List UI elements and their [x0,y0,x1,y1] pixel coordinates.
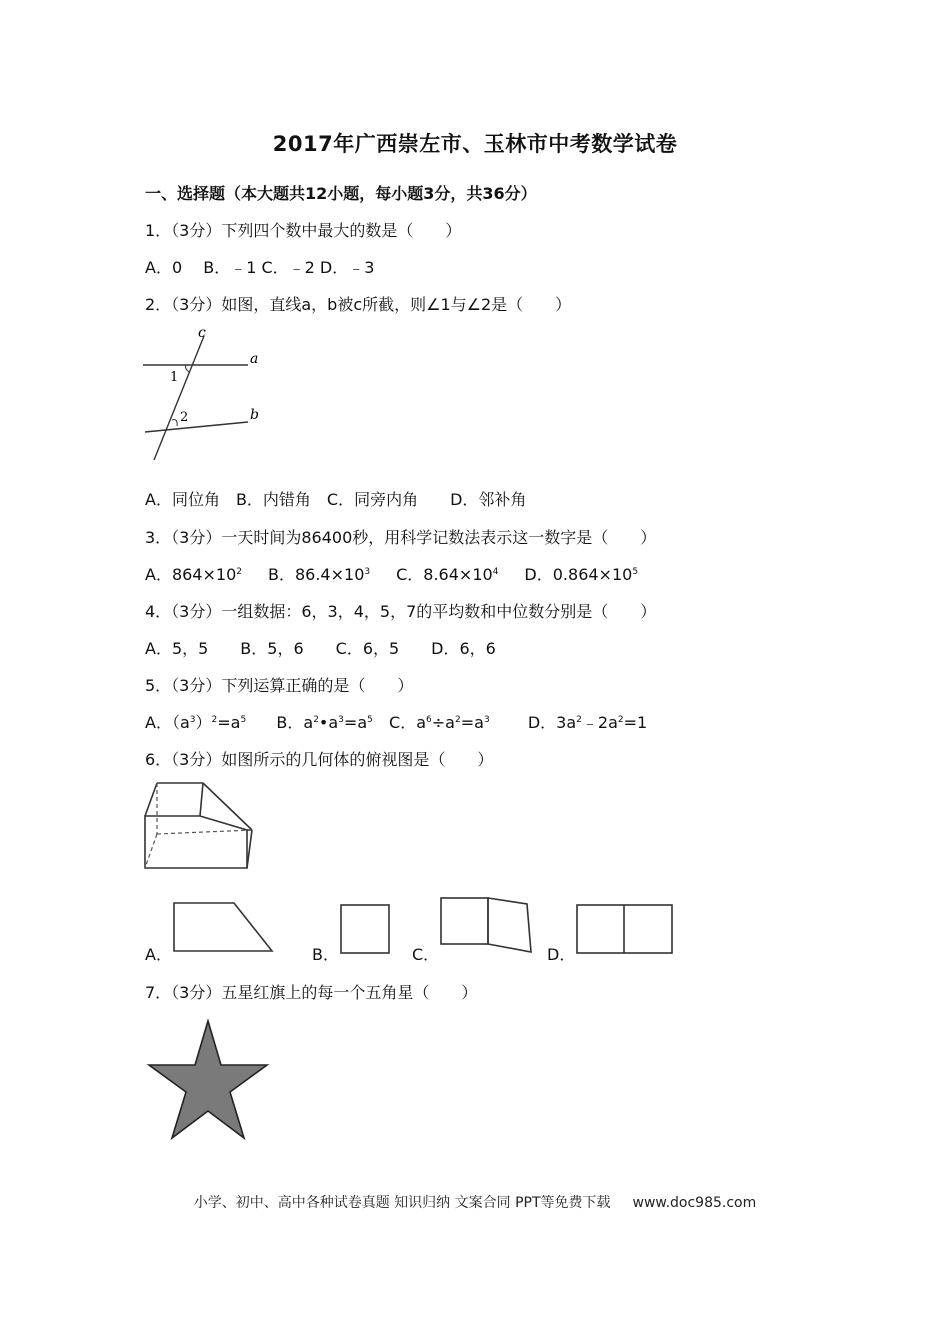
exponent: 4 [492,567,499,577]
question-4-stem: 4．（3分）一组数据：6，3，4，5，7的平均数和中位数分别是（ ） [145,602,657,621]
option-b-figure [338,902,392,956]
angle-1-label: 1 [170,370,179,385]
question-5-stem: 5．（3分）下列运算正确的是（ ） [145,676,414,695]
line-b-label: b [250,407,259,423]
question-6-stem: 6．（3分）如图所示的几何体的俯视图是（ ） [145,750,494,769]
option-a: A．864×10 [145,565,237,584]
question-3-stem: 3．（3分）一天时间为86400秒，用科学记数法表示这一数字是（ ） [145,528,657,547]
parallel-lines-figure [140,322,270,464]
question-7-stem: 7．（3分）五星红旗上的每一个五角星（ ） [145,983,478,1002]
footer-site[interactable]: www.doc985.com [632,1195,757,1211]
question-2-stem: 2．（3分）如图，直线a，b被c所截，则∠1与∠2是（ ） [145,295,572,314]
option-b-label: B． [312,945,339,964]
exponent: 5 [632,567,639,577]
question-3-options [145,565,638,585]
solid-figure [140,778,260,874]
option-a: A．$(a^3)^2=a^5$ [145,713,247,732]
option-c-label: C． [412,945,440,964]
question-5-options [145,713,647,733]
question-2-options: A．同位角 B．内错角 C．同旁内角 D．邻补角 [145,490,527,509]
option-a-figure [170,900,278,956]
option-c-figure [438,894,536,956]
question-4-options: A．5，5 B．5，6 C．6，5 D．6，6 [145,639,496,658]
section-heading: 一、选择题（本大题共12小题，每小题3分，共36分） [145,184,537,203]
exponent: 3 [364,567,371,577]
option-d: D．$3a^2﹣2a^2=1$ [527,713,648,732]
footer-text: 小学、初中、高中各种试卷真题 知识归纳 文案合同 PPT等免费下载 [193,1195,611,1211]
footer [0,1192,950,1212]
option-d: D．0.864×10 [524,565,633,584]
option-d-label: D． [547,945,576,964]
option-b: B．86.4×10 [268,565,365,584]
option-d-figure [574,902,676,956]
angle-2-label: 2 [180,410,189,425]
option-a-label: A． [145,945,172,964]
line-c-label: c [198,325,206,341]
option-b: B．$a^2•a^3=a^5$ [276,713,373,732]
option-c: C．$a^6\div a^2=a^3$ [389,713,490,732]
question-1-options: A．0 B．﹣1 C．﹣2 D．﹣3 [145,258,375,277]
question-1-stem: 1．（3分）下列四个数中最大的数是（ ） [145,221,462,240]
line-a-label: a [250,351,259,367]
option-c: C．8.64×10 [396,565,493,584]
five-point-star-figure [145,1016,271,1144]
page-title: 2017年广西崇左市、玉林市中考数学试卷 [272,132,678,156]
exponent: 2 [236,567,242,577]
